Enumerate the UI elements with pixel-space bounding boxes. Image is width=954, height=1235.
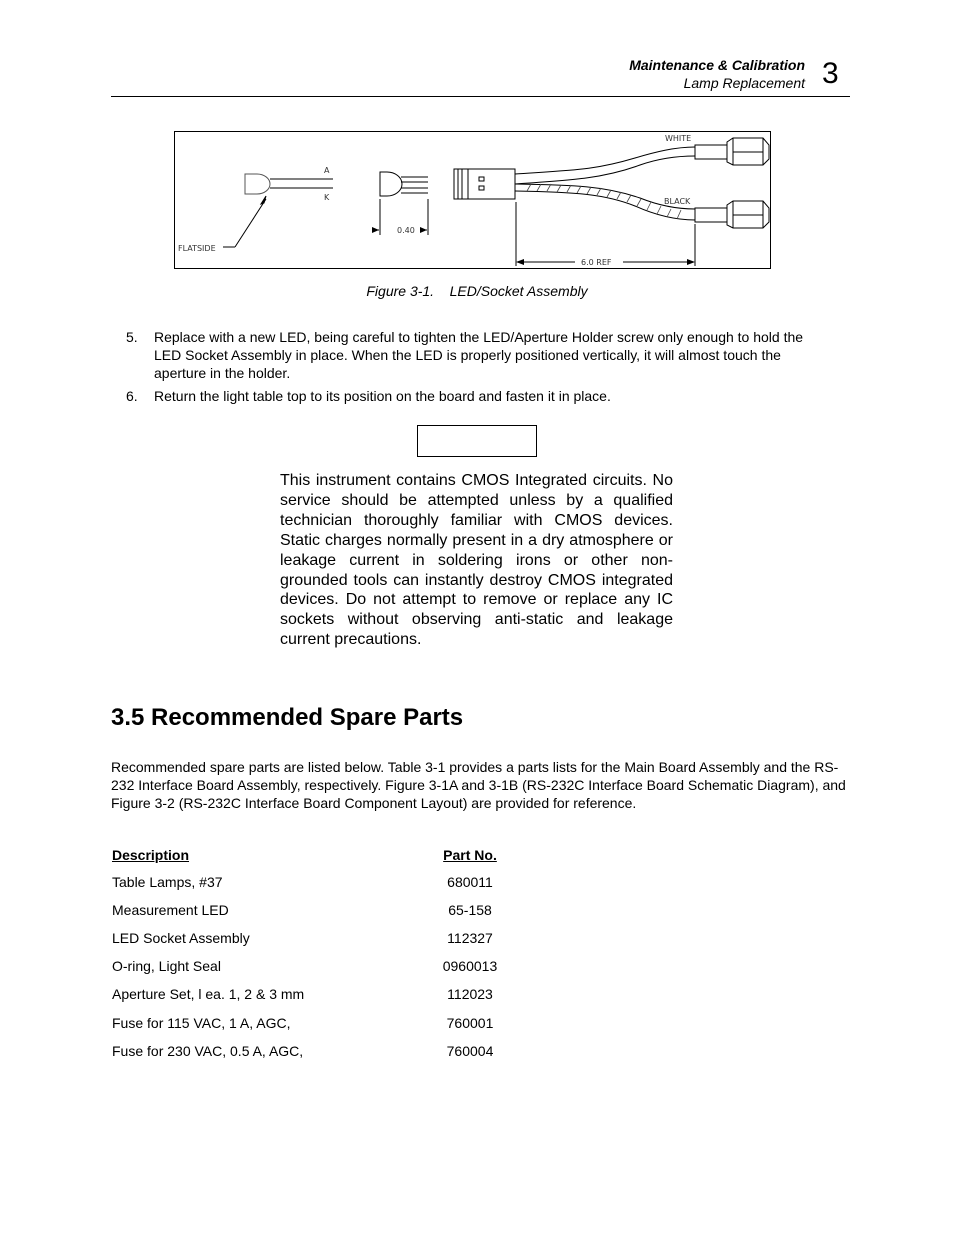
table-row-description: Fuse for 115 VAC, 1 A, AGC, [112, 1015, 291, 1031]
led-body [245, 174, 270, 194]
table-row-description: O-ring, Light Seal [112, 958, 221, 974]
socket-grip [454, 169, 468, 199]
label-dim-60ref: 6.0 REF [581, 258, 612, 267]
header-subtitle: Lamp Replacement [683, 75, 805, 91]
step-text: Replace with a new LED, being careful to tighten the LED/Aperture Holder screw only enough to hold the LED Socket Assembly in place. When the LED is properly positioned vertically, it will almost touch the aperture in the holder. [154, 329, 804, 381]
table-row-part: 680011 [447, 874, 493, 890]
step-number: 6. [126, 388, 138, 404]
caution-text: This instrument contains CMOS Integrated circuits. No service should be attempted unless by a qualified technician thoroughly familiar with CMOS devices. Static charges normally present in a dry atmosphere or leakage current in soldering irons or other non-grounded tools can instantly destroy CMOS integrated devices. Do not attempt to remove or replace any IC sockets without observing anti-static and leakage current precautions. [280, 472, 673, 649]
led-socket-diagram [175, 132, 772, 270]
table-row-part: 65-158 [448, 902, 492, 918]
figure-caption: Figure 3-1. LED/Socket Assembly [366, 283, 588, 299]
caution-label-box [417, 425, 537, 457]
white-wire [515, 147, 695, 174]
header-rule [111, 96, 850, 97]
table-row-part: 112327 [447, 930, 493, 946]
flatside-leader [235, 199, 266, 247]
table-row-part: 760001 [446, 1015, 494, 1031]
label-a: A [324, 166, 330, 175]
table-row-part: 0960013 [442, 958, 498, 974]
label-black: BLACK [664, 197, 691, 206]
col-header-description: Description [112, 847, 190, 863]
label-flatside: FLATSIDE [178, 244, 216, 253]
chapter-number: 3 [822, 57, 839, 90]
socket-body [468, 169, 515, 199]
header-title: Maintenance & Calibration [629, 57, 805, 73]
black-terminal [695, 208, 727, 222]
led-socket-figure [174, 131, 771, 269]
table-row-description: Fuse for 230 VAC, 0.5 A, AGC, [112, 1043, 304, 1059]
step-text: Return the light table top to its position on the board and fasten it in place. [154, 388, 611, 404]
label-white: WHITE [665, 134, 692, 143]
table-row-description: LED Socket Assembly [112, 930, 250, 946]
led-body-2 [380, 172, 402, 196]
table-row-part: 112023 [447, 986, 493, 1002]
table-row-part: 760004 [446, 1043, 494, 1059]
table-row-description: Table Lamps, #37 [112, 874, 223, 890]
table-row-description: Measurement LED [112, 902, 229, 918]
col-header-partno: Part No. [443, 847, 497, 863]
white-terminal [695, 145, 727, 159]
section-intro: Recommended spare parts are listed below. Table 3-1 provides a parts lists for the Main Board Assembly and the RS-232 Interface Board Assembly, respectively. Figure 3-1A and 3-1B (RS-232C Interface Board Schematic Diagram), and Figure 3-2 (RS-232C Interface Board Component Layout) are provided for reference. [111, 759, 846, 811]
section-heading: 3.5 Recommended Spare Parts [111, 704, 464, 731]
step-number: 5. [126, 329, 138, 345]
label-dim-040: 0.40 [397, 226, 415, 235]
table-row-description: Aperture Set, l ea. 1, 2 & 3 mm [112, 986, 305, 1002]
label-k: K [324, 193, 330, 202]
